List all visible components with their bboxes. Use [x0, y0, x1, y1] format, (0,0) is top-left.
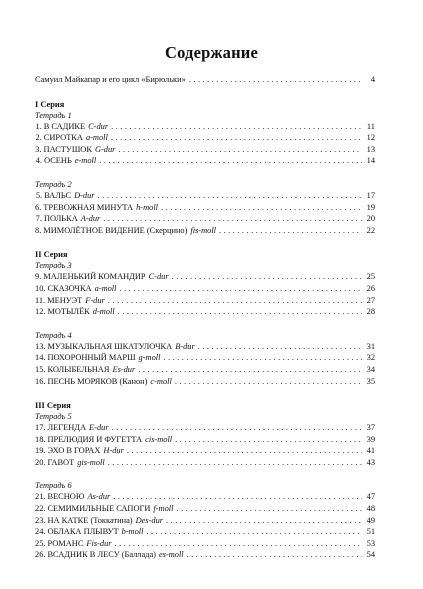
- toc-entry[interactable]: [35, 503, 375, 515]
- dot-leader: [175, 434, 362, 446]
- dot-leader: [163, 352, 362, 364]
- page-number: 35: [366, 376, 375, 386]
- page-number: 49: [366, 515, 375, 525]
- page-number: 53: [366, 538, 375, 548]
- entry-number: 8.: [35, 225, 42, 235]
- entry-number: 5.: [35, 190, 43, 200]
- piece-key: C-dur: [148, 272, 169, 282]
- dot-leader: [118, 306, 362, 318]
- piece-key: A-dur: [80, 214, 101, 224]
- page-number: 54: [366, 550, 375, 560]
- page-number: 26: [366, 283, 375, 293]
- notebook-heading: Тетрадь 2: [35, 179, 72, 189]
- page-number: 4: [370, 75, 375, 84]
- toc-entry[interactable]: [35, 283, 375, 295]
- dot-leader: [138, 364, 362, 376]
- page-number: 39: [366, 434, 375, 444]
- dot-leader: [189, 74, 362, 86]
- piece-key: C-dur: [88, 121, 109, 131]
- page-number: 22: [366, 225, 375, 235]
- page-number: 27: [366, 295, 375, 305]
- piece-title: ВАЛЬС: [44, 190, 72, 200]
- dot-leader: [99, 155, 362, 167]
- piece-key: E-dur: [89, 423, 109, 433]
- piece-title: ГАВОТ: [47, 457, 75, 467]
- page-number: 13: [366, 144, 375, 154]
- piece-key: F-dur: [85, 295, 105, 305]
- piece-key: c-moll: [150, 376, 172, 386]
- piece-title: ВСАДНИК В ЛЕСУ (Баллада): [47, 550, 156, 560]
- spacer: [35, 236, 375, 249]
- notebook-heading: Тетрадь 6: [35, 481, 72, 491]
- piece-key: gis-moll: [77, 457, 105, 467]
- toc-entry[interactable]: [35, 515, 375, 527]
- piece-key: h-moll: [136, 202, 158, 212]
- toc-entry[interactable]: [35, 434, 375, 446]
- toc-entry[interactable]: [35, 526, 375, 538]
- piece-title: РОМАНС: [47, 538, 84, 548]
- piece-key: As-dur: [87, 492, 111, 502]
- toc-entry[interactable]: [35, 457, 375, 469]
- series-heading: II Серия: [35, 250, 68, 260]
- toc-entry[interactable]: [35, 364, 375, 376]
- piece-title: МЕНУЭТ: [47, 295, 83, 305]
- piece-title: МУЗЫКАЛЬНАЯ ШКАТУЛОЧКА: [47, 341, 173, 351]
- piece-title: ЭХО В ГОРАХ: [47, 446, 101, 456]
- series-heading: III Серия: [35, 401, 71, 411]
- piece-key: d-moll: [92, 307, 115, 317]
- page-number: 17: [366, 190, 375, 200]
- entry-number: 22.: [35, 504, 46, 514]
- piece-title: ОБЛАКА ПЛЫВУТ: [47, 527, 119, 537]
- notebook-heading: Тетрадь 1: [35, 110, 72, 120]
- dot-leader: [176, 503, 362, 515]
- piece-key: Es-dur: [112, 364, 136, 374]
- toc-entry[interactable]: [35, 352, 375, 364]
- entry-number: 23.: [35, 515, 46, 525]
- toc-intro[interactable]: [35, 74, 375, 86]
- spacer: [35, 86, 375, 99]
- entry-number: 12.: [35, 307, 46, 317]
- page-number: 28: [366, 307, 375, 317]
- series-list: [35, 86, 375, 561]
- piece-title: МАЛЕНЬКИЙ КОМАНДИР: [43, 272, 146, 282]
- piece-key: a-moll: [94, 283, 117, 293]
- toc-entry[interactable]: [35, 121, 375, 133]
- entry-number: 14.: [35, 353, 46, 363]
- toc-entry[interactable]: [35, 225, 375, 237]
- entry-number: 16.: [35, 376, 46, 386]
- entry-number: 9.: [35, 272, 42, 282]
- spacer: [35, 468, 375, 480]
- piece-key: f-moll: [153, 504, 174, 514]
- page-number: 47: [366, 492, 375, 502]
- entry-number: 3.: [35, 144, 42, 154]
- notebook-heading: Тетрадь 4: [35, 330, 72, 340]
- entry-number: 4.: [35, 156, 43, 166]
- entry-number: 10.: [35, 283, 46, 293]
- page-number: 34: [366, 364, 375, 374]
- dot-leader: [187, 549, 362, 561]
- page-title: Содержание: [164, 43, 259, 62]
- page-number: 25: [366, 272, 375, 282]
- page-number: 51: [366, 527, 375, 537]
- dot-leader: [127, 445, 362, 457]
- toc-entry[interactable]: [35, 549, 375, 561]
- piece-key: g-moll: [138, 353, 161, 363]
- entry-number: 11.: [35, 295, 46, 305]
- piece-title: ЛЕГЕНДА: [47, 423, 87, 433]
- entry-number: 13.: [35, 341, 46, 351]
- dot-leader: [103, 213, 362, 225]
- page-number: 48: [366, 504, 375, 514]
- page-number: 41: [366, 446, 375, 456]
- toc-entry[interactable]: [35, 341, 375, 353]
- entry-number: 7.: [35, 214, 42, 224]
- dot-leader: [175, 376, 362, 388]
- toc-intro-text: Самуил Майкапар и его цикл «Бирюльки»: [35, 75, 186, 84]
- dot-leader: [111, 121, 362, 133]
- dot-leader: [166, 515, 362, 527]
- toc-entry[interactable]: [35, 422, 375, 434]
- dot-leader: [108, 295, 362, 307]
- entry-number: 21.: [35, 492, 46, 502]
- toc-entry[interactable]: [35, 271, 375, 283]
- piece-title: ПРЕЛЮДИЯ И ФУГЕТТА: [47, 434, 143, 444]
- page-number: 14: [366, 156, 375, 166]
- dot-leader: [111, 132, 362, 144]
- piece-title: ОСЕНЬ: [44, 156, 72, 166]
- piece-key: e-moll: [74, 156, 97, 166]
- toc-entry[interactable]: [35, 190, 375, 202]
- entry-number: 26.: [35, 550, 46, 560]
- piece-key: cis-moll: [145, 434, 173, 444]
- piece-key: D-dur: [74, 190, 95, 200]
- spacer: [35, 318, 375, 330]
- entry-number: 17.: [35, 423, 46, 433]
- toc-entry[interactable]: [35, 445, 375, 457]
- dot-leader: [118, 144, 362, 156]
- toc-entry[interactable]: [35, 376, 375, 388]
- dot-leader: [198, 341, 362, 353]
- piece-title: ПОХОРОННЫЙ МАРШ: [47, 353, 136, 363]
- toc-entry[interactable]: [35, 306, 375, 318]
- toc-entry[interactable]: [35, 538, 375, 550]
- dot-leader: [108, 457, 362, 469]
- entry-number: 24.: [35, 527, 46, 537]
- table-of-contents: [35, 74, 375, 561]
- piece-key: b-moll: [121, 527, 144, 537]
- piece-key: G-dur: [94, 144, 116, 154]
- entry-number: 15.: [35, 364, 46, 374]
- toc-entry[interactable]: [35, 144, 375, 156]
- page-number: 31: [366, 341, 375, 351]
- toc-entry[interactable]: [35, 132, 375, 144]
- piece-key: Des-dur: [135, 515, 164, 525]
- piece-title: ПОЛЬКА: [43, 214, 78, 224]
- piece-title: МОТЫЛЁК: [47, 307, 90, 317]
- dot-leader: [113, 491, 362, 503]
- piece-title: ВЕСНОЮ: [47, 492, 85, 502]
- entry-number: 2.: [35, 133, 42, 143]
- piece-key: B-dur: [175, 341, 195, 351]
- dot-leader: [219, 225, 362, 237]
- notebook-heading: Тетрадь 3: [35, 261, 72, 271]
- piece-key: Fis-dur: [86, 538, 112, 548]
- page-number: 32: [366, 353, 375, 363]
- piece-key: H-dur: [103, 446, 124, 456]
- dot-leader: [112, 422, 362, 434]
- page-number: 20: [366, 214, 375, 224]
- dot-leader: [119, 283, 362, 295]
- dot-leader: [146, 526, 362, 538]
- page-number: 19: [366, 202, 375, 212]
- piece-title: ПЕСНЬ МОРЯКОВ (Канон): [47, 376, 148, 386]
- toc-entry[interactable]: [35, 295, 375, 307]
- toc-entry[interactable]: [35, 202, 375, 214]
- piece-title: МИМОЛЁТНОЕ ВИДЕНИЕ (Скерцино): [43, 225, 188, 235]
- piece-title: ТРЕВОЖНАЯ МИНУТА: [43, 202, 134, 212]
- page-number: 37: [366, 423, 375, 433]
- spacer: [35, 387, 375, 400]
- piece-title: СИРОТКА: [43, 133, 83, 143]
- piece-key: fis-moll: [190, 225, 216, 235]
- toc-entry[interactable]: [35, 155, 375, 167]
- toc-entry[interactable]: [35, 213, 375, 225]
- piece-key: es-moll: [158, 550, 184, 560]
- notebook-heading: Тетрадь 5: [35, 412, 72, 422]
- piece-key: a-moll: [85, 133, 108, 143]
- dot-leader: [115, 538, 362, 550]
- page-number: 12: [366, 133, 375, 143]
- piece-title: ПАСТУШОК: [43, 144, 92, 154]
- page-number: 11: [366, 121, 375, 131]
- piece-title: В САДИКЕ: [43, 121, 86, 131]
- spacer: [35, 167, 375, 179]
- dot-leader: [98, 190, 362, 202]
- entry-number: 25.: [35, 538, 46, 548]
- piece-title: СКАЗОЧКА: [47, 283, 92, 293]
- entry-number: 1.: [35, 121, 42, 131]
- piece-title: КОЛЫБЕЛЬНАЯ: [47, 364, 110, 374]
- entry-number: 20.: [35, 457, 46, 467]
- piece-title: НА КАТКЕ (Токкатина): [47, 515, 133, 525]
- dot-leader: [172, 271, 362, 283]
- toc-entry[interactable]: [35, 491, 375, 503]
- entry-number: 6.: [35, 202, 42, 212]
- entry-number: 18.: [35, 434, 46, 444]
- series-heading: I Серия: [35, 99, 65, 109]
- piece-title: СЕМИМИЛЬНЫЕ САПОГИ: [47, 504, 151, 514]
- entry-number: 19.: [35, 446, 46, 456]
- dot-leader: [161, 202, 362, 214]
- page-number: 43: [366, 457, 375, 467]
